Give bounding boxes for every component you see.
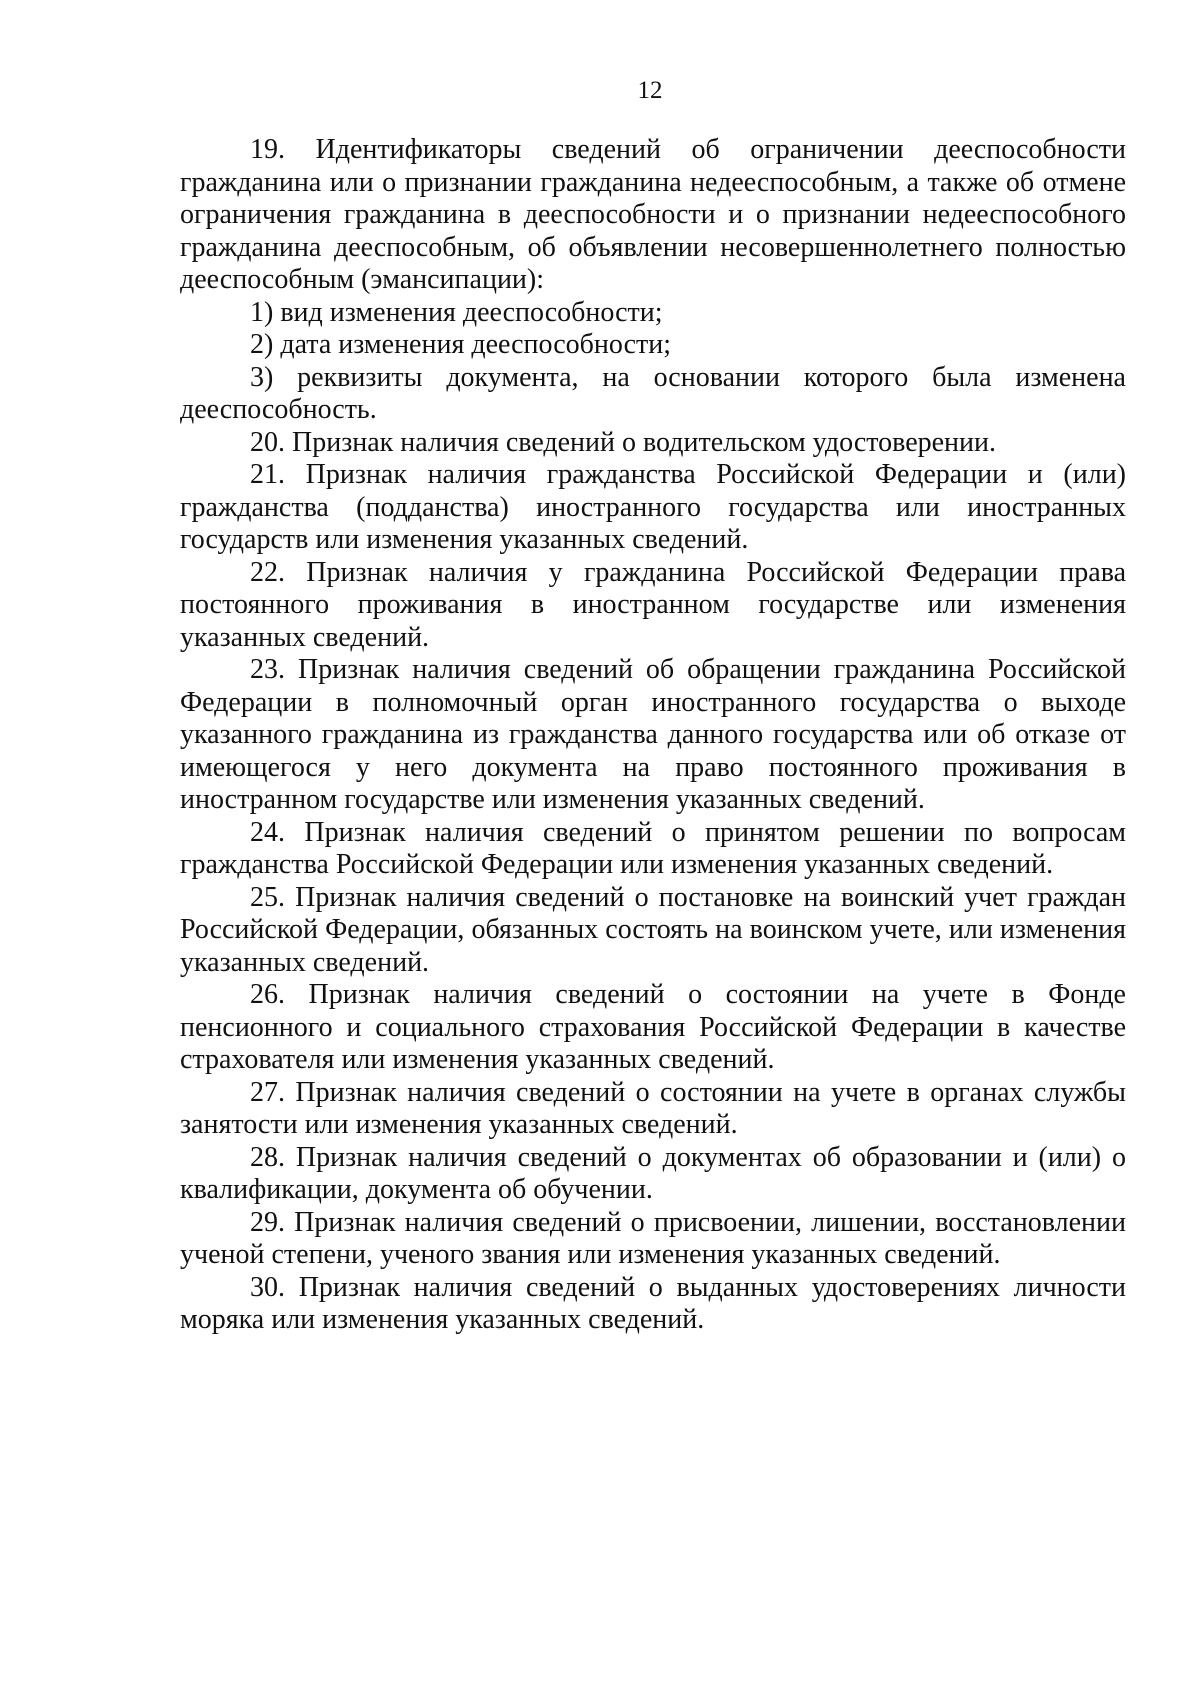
paragraph-28: 28. Признак наличия сведений о документах об образовании и (или) о квалификации, документа об обучении.: [180, 1141, 1126, 1205]
paragraph-26: 26. Признак наличия сведений о состоянии на учете в Фонде пенсионного и социального страхования Российской Федерации в качестве страхователя или изменения указанных сведений.: [180, 979, 1126, 1075]
page-number: 12: [637, 77, 663, 104]
paragraph-24: 24. Признак наличия сведений о принятом решении по вопросам гражданства Российской Федерации или изменения указанных сведений.: [180, 816, 1126, 880]
paragraph-20: 20. Признак наличия сведений о водительском удостоверении.: [250, 426, 997, 458]
list-item-2: 2) дата изменения дееспособности;: [250, 329, 672, 360]
paragraph-27: 27. Признак наличия сведений о состоянии на учете в органах службы занятости или изменения указанных сведений.: [180, 1076, 1126, 1140]
paragraph-21: 21. Признак наличия гражданства Российской Федерации и (или) гражданства (подданства) иностранного государства или иностранных государств или изменения указанных сведений.: [180, 459, 1126, 555]
document-body: [180, 134, 1126, 1337]
paragraph-25: 25. Признак наличия сведений о постановке на воинский учет граждан Российской Федерации, обязанных состоять на воинском учете, или изменения указанных сведений.: [180, 881, 1126, 978]
list-item-1: 1) вид изменения дееспособности;: [250, 296, 663, 328]
paragraph-29: 29. Признак наличия сведений о присвоении, лишении, восстановлении ученой степени, ученого звания или изменения указанных сведений.: [180, 1206, 1126, 1270]
paragraph-30: 30. Признак наличия сведений о выданных удостоверениях личности моряка или изменения указанных сведений.: [180, 1271, 1126, 1335]
paragraph-23: 23. Признак наличия сведений об обращении гражданина Российской Федерации в полномочный орган иностранного государства о выходе указанного гражданина из гражданства данного государства или об отказе от имеющегося у него документа на право постоянного проживания в иностранном государстве или изменения указанных сведений.: [180, 654, 1126, 815]
paragraph-19: 19. Идентификаторы сведений об ограничении дееспособности гражданина или о признании гражданина недееспособным, а также об отмене ограничения гражданина в дееспособности и о признании недееспособного гражданина дееспособным, об объявлении несовершеннолетнего полностью дееспособным (эмансипации):: [180, 134, 1126, 295]
list-item-3: 3) реквизиты документа, на основании которого была изменена дееспособность.: [180, 361, 1126, 425]
paragraph-22: 22. Признак наличия у гражданина Российской Федерации права постоянного проживания в иностранном государстве или изменения указанных сведений.: [180, 556, 1126, 653]
